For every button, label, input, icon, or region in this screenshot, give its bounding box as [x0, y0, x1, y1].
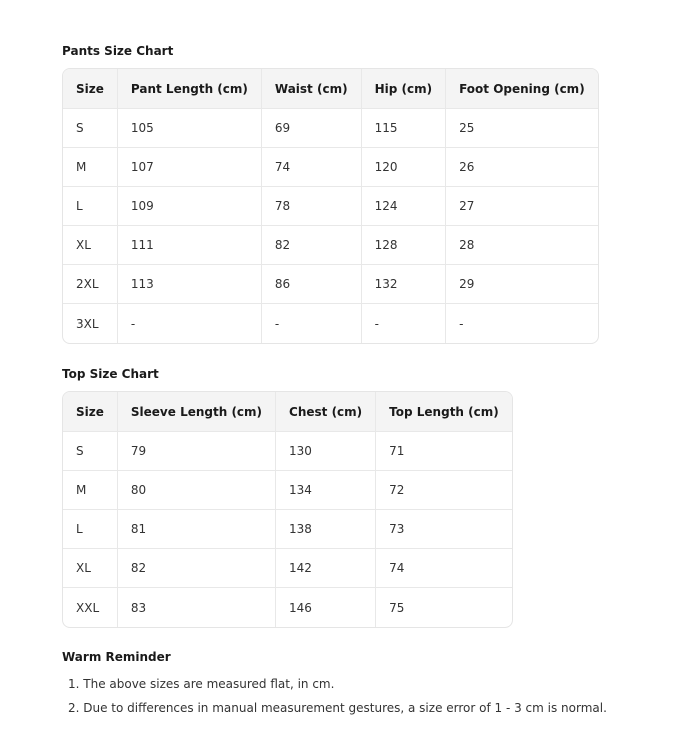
measurement-cell: 72 — [376, 471, 512, 510]
list-item: 2. Due to differences in manual measurement gestures, a size error of 1 - 3 cm is normal. — [68, 701, 607, 715]
measurement-cell: 113 — [118, 265, 262, 304]
top-size-table — [62, 391, 513, 628]
measurement-cell: 130 — [276, 432, 376, 471]
size-cell: 2XL — [63, 265, 118, 304]
measurement-cell: 138 — [276, 510, 376, 549]
measurement-cell: 109 — [118, 187, 262, 226]
measurement-cell: 134 — [276, 471, 376, 510]
measurement-cell: 142 — [276, 549, 376, 588]
pants-chart-title: Pants Size Chart — [62, 44, 174, 58]
table-header-row — [63, 69, 598, 109]
table-row — [63, 304, 598, 343]
size-cell: L — [63, 510, 118, 549]
measurement-cell: 146 — [276, 588, 376, 627]
measurement-cell: 86 — [262, 265, 362, 304]
table-row — [63, 265, 598, 304]
measurement-cell: 132 — [362, 265, 447, 304]
measurement-cell: 83 — [118, 588, 276, 627]
measurement-cell: 74 — [376, 549, 512, 588]
warm-reminder-title: Warm Reminder — [62, 650, 171, 664]
top-chart-title: Top Size Chart — [62, 367, 159, 381]
table-row — [63, 109, 598, 148]
measurement-cell: 74 — [262, 148, 362, 187]
table-row — [63, 549, 512, 588]
measurement-cell: 73 — [376, 510, 512, 549]
column-header: Hip (cm) — [362, 69, 447, 109]
measurement-cell: 69 — [262, 109, 362, 148]
measurement-cell: 120 — [362, 148, 447, 187]
measurement-cell: 28 — [446, 226, 598, 265]
size-cell: M — [63, 471, 118, 510]
table-row — [63, 588, 512, 627]
measurement-cell: 29 — [446, 265, 598, 304]
measurement-cell: 107 — [118, 148, 262, 187]
column-header: Size — [63, 69, 118, 109]
column-header: Chest (cm) — [276, 392, 376, 432]
measurement-cell: 80 — [118, 471, 276, 510]
measurement-cell: - — [262, 304, 362, 343]
table-row — [63, 510, 512, 549]
size-cell: M — [63, 148, 118, 187]
measurement-cell: - — [118, 304, 262, 343]
size-cell: 3XL — [63, 304, 118, 343]
measurement-cell: - — [362, 304, 447, 343]
table-row — [63, 187, 598, 226]
measurement-cell: 82 — [262, 226, 362, 265]
measurement-cell: 79 — [118, 432, 276, 471]
measurement-cell: 75 — [389, 600, 405, 615]
measurement-cell: 26 — [446, 148, 598, 187]
table-row — [63, 432, 512, 471]
column-header: Top Length (cm) — [376, 392, 512, 432]
column-header: Waist (cm) — [262, 69, 362, 109]
measurement-cell: 81 — [118, 510, 276, 549]
measurement-cell: 115 — [362, 109, 447, 148]
measurement-cell: 105 — [118, 109, 262, 148]
measurement-cell: 111 — [118, 226, 262, 265]
measurement-cell: 82 — [118, 549, 276, 588]
measurement-cell: 27 — [446, 187, 598, 226]
table-row — [63, 226, 598, 265]
column-header: Sleeve Length (cm) — [118, 392, 276, 432]
measurement-cell: 71 — [376, 432, 512, 471]
size-cell: XL — [63, 226, 118, 265]
measurement-cell: 78 — [262, 187, 362, 226]
table-row — [63, 471, 512, 510]
size-cell: XL — [63, 549, 118, 588]
size-cell: S — [63, 109, 118, 148]
measurement-cell: - — [459, 316, 464, 331]
measurement-cell: 128 — [362, 226, 447, 265]
table-header-row — [63, 392, 512, 432]
list-item: 1. The above sizes are measured flat, in cm. — [68, 677, 335, 691]
table-row — [63, 148, 598, 187]
pants-size-table — [62, 68, 599, 344]
column-header: Foot Opening (cm) — [446, 69, 598, 109]
size-cell: S — [63, 432, 118, 471]
size-cell: L — [63, 187, 118, 226]
column-header: Pant Length (cm) — [118, 69, 262, 109]
measurement-cell: 25 — [446, 109, 598, 148]
size-cell: XXL — [63, 588, 118, 627]
warm-reminder-list — [62, 672, 607, 720]
measurement-cell: 124 — [362, 187, 447, 226]
column-header: Size — [63, 392, 118, 432]
